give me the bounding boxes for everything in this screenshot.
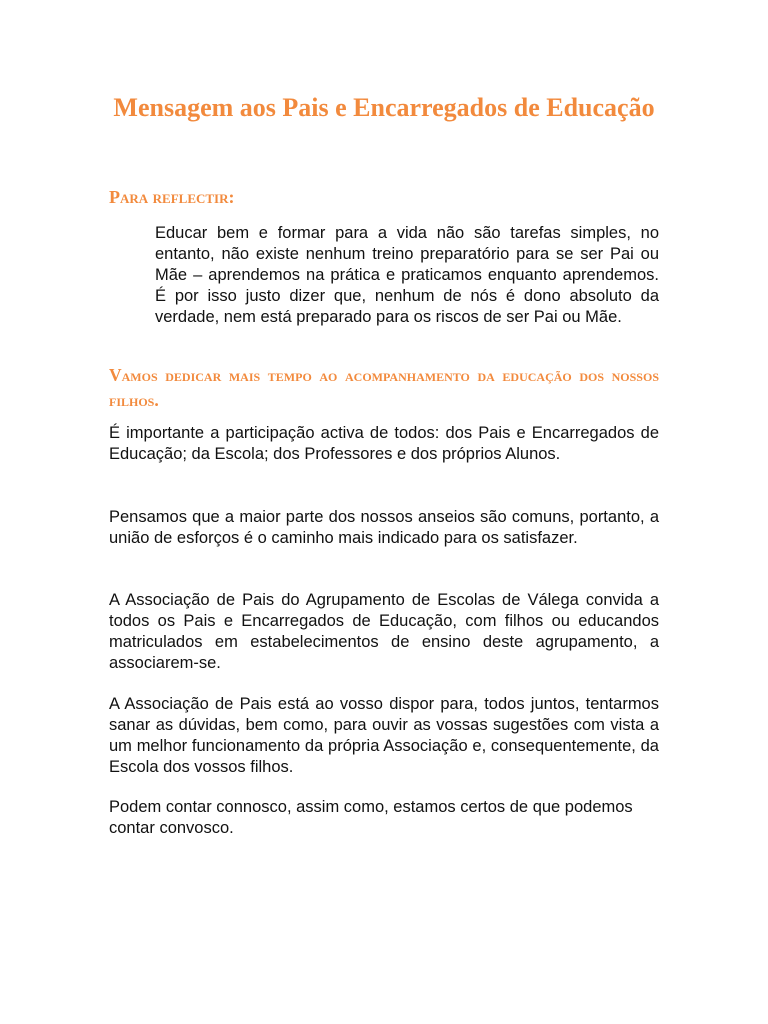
paragraph-convite: A Associação de Pais do Agrupamento de Escolas de Válega convida a todos os Pais e Encarregados de Educação, com filhos ou educandos matriculados em estabelecimentos de ensino deste agrupamento, a associarem-se. — [109, 591, 659, 672]
section-heading-para-reflectir: Para reflectir: — [109, 187, 235, 207]
document-title: Mensagem aos Pais e Encarregados de Educação — [113, 93, 655, 122]
paragraph-disponibilidade: A Associação de Pais está ao vosso dispor para, todos juntos, tentarmos sanar as dúvidas, bem como, para ouvir as vossas sugestões com vista a um melhor funcionamento da própria Associação e, consequentemente, da Escola dos vossos filhos. — [109, 695, 659, 776]
paragraph-conclusao: Podem contar connosco, assim como, estamos certos de que podemos contar convosco. — [109, 798, 633, 837]
paragraph-anseios: Pensamos que a maior parte dos nossos anseios são comuns, portanto, a união de esforços é o caminho mais indicado para os satisfazer. — [109, 508, 659, 547]
section-heading-acompanhamento: Vamos dedicar mais tempo ao acompanhamento da educação dos nossos filhos. — [109, 365, 659, 410]
reflection-paragraph: Educar bem e formar para a vida não são tarefas simples, no entanto, não existe nenhum treino preparatório para se ser Pai ou Mãe – aprendemos na prática e praticamos enquanto aprendemos. É por isso justo dizer que, nenhum de nós é dono absoluto da verdade, nem está preparado para os riscos de ser Pai ou Mãe. — [155, 224, 659, 326]
paragraph-participacao: É importante a participação activa de todos: dos Pais e Encarregados de Educação; da Escola; dos Professores e dos próprios Alunos. — [109, 424, 659, 463]
